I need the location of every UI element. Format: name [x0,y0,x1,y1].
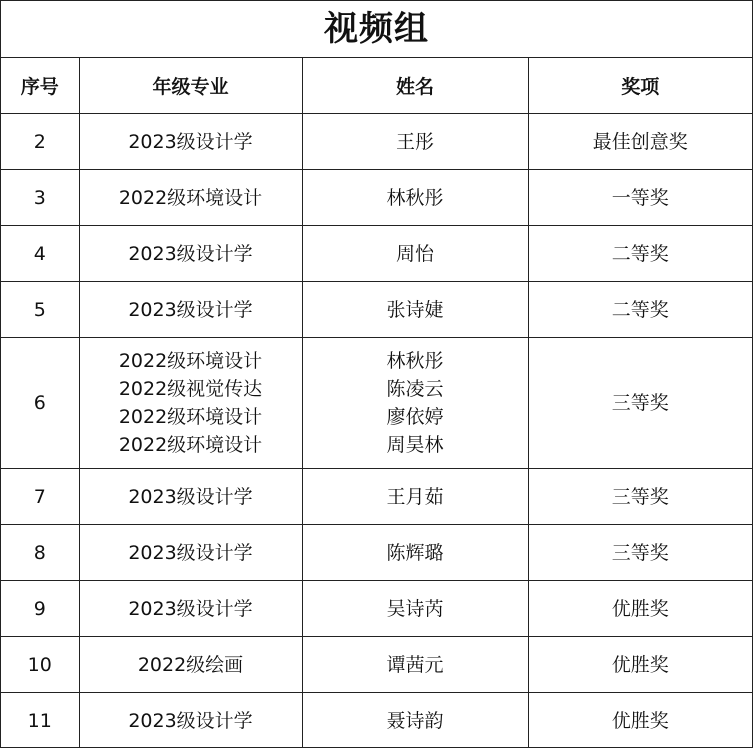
major-line: 2022级环境设计 [118,434,263,456]
name-line: 吴诗芮 [386,597,444,620]
row-major [79,114,302,170]
header-no: 序号 [1,58,79,114]
major-line: 2022级绘画 [137,653,244,676]
row-no: 10 [1,637,79,693]
row-name [302,469,528,525]
name-line: 陈辉璐 [386,541,444,564]
table-row [1,581,752,637]
major-line: 2023级设计学 [128,541,253,564]
row-no: 7 [1,469,79,525]
row-major [79,693,302,748]
name-line: 聂诗韵 [386,709,444,732]
row-name [302,581,528,637]
row-no: 2 [1,114,79,170]
row-award: 三等奖 [528,338,752,469]
row-no: 4 [1,226,79,282]
award-table [1,58,752,748]
row-major [79,338,302,469]
row-major [79,637,302,693]
row-no: 11 [1,693,79,748]
row-name [302,637,528,693]
major-line: 2023级设计学 [128,597,253,620]
row-award: 三等奖 [528,525,752,581]
major-line: 2022级视觉传达 [118,378,263,400]
header-major: 年级专业 [79,58,302,114]
row-award: 一等奖 [528,170,752,226]
major-line: 2023级设计学 [128,298,253,321]
name-line: 谭茜元 [386,653,444,676]
table-row [1,525,752,581]
row-major [79,282,302,338]
table-row [1,469,752,525]
row-major [79,226,302,282]
table-row [1,338,752,469]
major-line: 2022级环境设计 [118,406,263,428]
row-major [79,525,302,581]
row-name [302,170,528,226]
table-row [1,226,752,282]
row-major [79,469,302,525]
row-name [302,226,528,282]
row-no: 5 [1,282,79,338]
major-line: 2022级环境设计 [118,350,263,372]
row-name [302,114,528,170]
row-no: 3 [1,170,79,226]
major-line: 2023级设计学 [128,130,253,153]
header-name: 姓名 [302,58,528,114]
name-line: 张诗婕 [386,298,444,321]
row-no: 8 [1,525,79,581]
row-award: 二等奖 [528,226,752,282]
row-name [302,525,528,581]
row-major [79,581,302,637]
major-line: 2023级设计学 [128,485,253,508]
row-award: 二等奖 [528,282,752,338]
name-line: 陈凌云 [386,378,444,400]
row-name [302,693,528,748]
major-line: 2023级设计学 [128,709,253,732]
header-award: 奖项 [528,58,752,114]
name-line: 周怡 [395,242,434,265]
major-line: 2022级环境设计 [118,186,263,209]
name-line: 林秋彤 [386,350,444,372]
table-row [1,170,752,226]
row-award: 三等奖 [528,469,752,525]
name-line: 林秋彤 [386,186,444,209]
row-no: 9 [1,581,79,637]
row-award: 最佳创意奖 [528,114,752,170]
table-row [1,693,752,748]
table-row [1,637,752,693]
name-line: 廖依婷 [386,406,444,428]
row-name [302,338,528,469]
row-award: 优胜奖 [528,693,752,748]
name-line: 王月茹 [386,485,444,508]
header-row [1,58,752,114]
table-row [1,282,752,338]
row-award: 优胜奖 [528,637,752,693]
major-line: 2023级设计学 [128,242,253,265]
row-name [302,282,528,338]
page-title: 视频组 [1,1,752,58]
row-award: 优胜奖 [528,581,752,637]
row-no: 6 [1,338,79,469]
name-line: 王彤 [395,130,434,153]
row-major [79,170,302,226]
table-row [1,114,752,170]
name-line: 周昊林 [386,434,444,456]
